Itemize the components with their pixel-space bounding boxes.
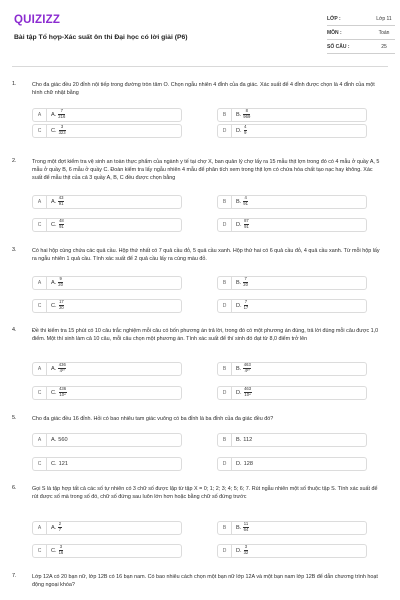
option-letter: B bbox=[218, 277, 232, 290]
option-label: D. bbox=[236, 303, 242, 309]
option-label: D. bbox=[236, 222, 242, 228]
fraction-denominator: 9 bbox=[244, 129, 247, 135]
option-label: C. bbox=[51, 548, 57, 554]
fraction-denominator: 91 bbox=[244, 223, 249, 229]
answer-option-b[interactable] bbox=[217, 108, 367, 122]
answer-option-a[interactable] bbox=[32, 195, 182, 209]
answer-option-b[interactable] bbox=[217, 521, 367, 535]
fraction-denominator: 32 bbox=[243, 549, 249, 555]
meta-label: MÔN : bbox=[327, 30, 342, 36]
option-letter: D bbox=[218, 387, 232, 400]
fraction bbox=[58, 522, 61, 532]
option-label: A. bbox=[51, 112, 57, 118]
fraction-denominator: 10⁴ bbox=[244, 391, 251, 397]
option-letter: D bbox=[218, 219, 232, 232]
fraction-denominator: 91 bbox=[59, 223, 64, 229]
option-number: 112 bbox=[243, 437, 253, 443]
fraction bbox=[243, 196, 248, 206]
answer-option-d[interactable] bbox=[217, 457, 367, 471]
option-value bbox=[51, 363, 66, 376]
option-value bbox=[51, 277, 63, 290]
option-label: A. bbox=[51, 437, 57, 443]
answer-option-d[interactable] bbox=[217, 124, 367, 138]
fraction-denominator: 10⁴ bbox=[59, 391, 66, 397]
question-number: 6. bbox=[12, 485, 17, 491]
option-number: 128 bbox=[243, 461, 253, 467]
fraction-numerator: 3 bbox=[244, 543, 248, 549]
option-label: C. bbox=[51, 390, 57, 396]
answer-option-b[interactable] bbox=[217, 195, 367, 209]
meta-label: LỚP : bbox=[327, 16, 341, 22]
fraction bbox=[243, 363, 251, 373]
option-label: A. bbox=[51, 280, 57, 286]
fraction-numerator: 11 bbox=[243, 520, 249, 526]
option-label: A. bbox=[51, 525, 57, 531]
option-value bbox=[51, 522, 62, 535]
option-value bbox=[236, 125, 247, 138]
option-letter: C bbox=[33, 300, 47, 313]
option-letter: D bbox=[218, 300, 232, 313]
option-label: A. bbox=[51, 199, 57, 205]
answer-option-b[interactable] bbox=[217, 433, 367, 447]
fraction bbox=[58, 277, 63, 287]
option-letter: D bbox=[218, 545, 232, 558]
option-label: D. bbox=[236, 461, 242, 467]
option-value bbox=[51, 458, 68, 471]
option-letter: B bbox=[218, 363, 232, 376]
option-label: B. bbox=[236, 525, 242, 531]
fraction bbox=[59, 125, 66, 135]
option-value bbox=[51, 125, 66, 138]
meta-label: SỐ CÂU : bbox=[327, 44, 350, 50]
option-value bbox=[51, 109, 65, 122]
option-label: C. bbox=[51, 303, 57, 309]
option-letter: B bbox=[218, 109, 232, 122]
fraction bbox=[59, 300, 65, 310]
fraction bbox=[243, 277, 248, 287]
option-number: 121 bbox=[58, 461, 68, 467]
option-letter: C bbox=[33, 219, 47, 232]
fraction-numerator: 3 bbox=[59, 125, 66, 131]
fraction-numerator: 9 bbox=[59, 275, 62, 281]
answer-option-a[interactable] bbox=[32, 108, 182, 122]
fraction bbox=[244, 300, 249, 310]
option-value bbox=[236, 458, 253, 471]
option-value bbox=[51, 196, 64, 209]
fraction bbox=[243, 522, 248, 532]
option-label: A. bbox=[51, 366, 57, 372]
option-label: B. bbox=[236, 112, 242, 118]
fraction-numerator: 3 bbox=[59, 543, 63, 549]
question-number: 2. bbox=[12, 158, 17, 164]
option-letter: C bbox=[33, 387, 47, 400]
answer-option-c[interactable] bbox=[32, 299, 182, 313]
question-number: 7. bbox=[12, 573, 17, 579]
option-letter: B bbox=[218, 196, 232, 209]
question-number: 1. bbox=[12, 81, 17, 87]
option-label: B. bbox=[236, 199, 242, 205]
fraction-numerator: 87 bbox=[244, 217, 249, 223]
meta-underline bbox=[327, 53, 395, 54]
option-label: B. bbox=[236, 437, 242, 443]
fraction bbox=[244, 387, 252, 397]
option-letter: C bbox=[33, 125, 47, 138]
fraction-numerator: 43 bbox=[58, 194, 64, 200]
question-number: 4. bbox=[12, 327, 17, 333]
fraction-denominator: 91 bbox=[243, 200, 248, 206]
fraction-denominator: 17 bbox=[243, 304, 249, 310]
fraction bbox=[58, 109, 65, 119]
question-text: Gọi S là tập hợp tất cả các số tự nhiên có 3 chữ số được lập từ tập X = 0; 1; 2; 3; 4; 5; 6; 7. Rút ngẫu nhiên một số thuộc tập S. Tính xác suất để rút được số mà trong số đó, chữ số đứng sau luôn lớn hơn hoặc bằng chữ số đứng trước bbox=[32, 486, 378, 500]
option-value bbox=[236, 196, 248, 209]
meta-value: Toán bbox=[378, 30, 390, 36]
fraction-numerator: 463 bbox=[243, 361, 251, 367]
answer-option-b[interactable] bbox=[217, 276, 367, 290]
fraction-denominator: 216 bbox=[58, 113, 66, 119]
option-letter: A bbox=[33, 109, 47, 122]
option-label: B. bbox=[236, 366, 242, 372]
fraction-numerator: 2 bbox=[58, 520, 62, 526]
option-letter: A bbox=[33, 522, 47, 535]
fraction bbox=[244, 545, 249, 555]
option-label: D. bbox=[236, 548, 242, 554]
fraction-numerator: 7 bbox=[244, 298, 248, 304]
question-text: Trong một đợt kiểm tra vệ sinh an toàn thực phẩm của ngành y tế tại chợ X, ban quản lý chợ lấy ra 15 mẫu thịt lợn trong đó có 4 mẫu ở quầy A, 5 mẫu ở quầy B, 6 mẫu ở quầy C. Đoàn kiểm tra lấy ngẫu nhiên 4 mẫu để phân tích xem trong thịt lợn có chứa hóa chất tạo nạc hay không. Xác suất để mẫu thịt của cả 3 quầy A, B, C đều được chọn bằng bbox=[32, 159, 380, 181]
fraction-denominator: 4¹⁰ bbox=[244, 367, 250, 373]
option-value bbox=[51, 434, 68, 447]
fraction bbox=[59, 219, 65, 229]
answer-option-c[interactable] bbox=[32, 457, 182, 471]
answer-option-a[interactable] bbox=[32, 362, 182, 376]
worksheet-header bbox=[12, 12, 392, 60]
option-letter: B bbox=[218, 434, 232, 447]
fraction-numerator: 436 bbox=[59, 385, 67, 391]
worksheet-title: Bài tập Tổ hợp-Xác suất ôn thi Đại học có lời giải (P6) bbox=[14, 34, 188, 41]
option-value bbox=[51, 545, 63, 558]
fraction bbox=[243, 109, 250, 119]
answer-option-c[interactable] bbox=[32, 544, 182, 558]
option-value bbox=[236, 300, 248, 313]
fraction-denominator: 7 bbox=[58, 526, 62, 532]
answer-option-d[interactable] bbox=[217, 386, 367, 400]
fraction bbox=[59, 545, 64, 555]
option-letter: D bbox=[218, 458, 232, 471]
fraction-denominator: 969 bbox=[243, 113, 251, 119]
option-letter: B bbox=[218, 522, 232, 535]
option-label: C. bbox=[51, 222, 57, 228]
question-number: 3. bbox=[12, 247, 17, 253]
question-text: Cho đa giác đều 16 đỉnh. Hỏi có bao nhiêu tam giác vuông có ba đỉnh là ba đỉnh của đa giác đều đó? bbox=[32, 416, 274, 422]
option-value bbox=[236, 109, 250, 122]
fraction-numerator: 7 bbox=[58, 109, 65, 115]
fraction-denominator: 20 bbox=[59, 304, 64, 310]
option-letter: C bbox=[33, 545, 47, 558]
fraction-numerator: 7 bbox=[244, 275, 247, 281]
fraction-denominator: 16 bbox=[58, 549, 64, 555]
question-text: Có hai hộp cùng chứa các quả cầu. Hộp thứ nhất có 7 quả cầu đỏ, 5 quả cầu xanh. Hộp thứ hai có 6 quả cầu đỏ, 4 quả cầu xanh. Từ mỗi hộp lấy ra ngẫu nhiên 1 quả cầu. Tính xác suất để 2 quả cầu lấy ra cùng màu đỏ. bbox=[32, 248, 380, 262]
question-text: Đề thi kiểm tra 15 phút có 10 câu trắc nghiệm mỗi câu có bốn phương án trả lời, trong đó có một phương án đúng, trả lời đúng mỗi câu được 1,0 điểm. Một thí sinh làm cả 10 câu, mỗi câu chọn một phương án. Tính xác suất để thí sinh đó đạt từ 8,0 điểm trở lên bbox=[32, 328, 379, 342]
fraction bbox=[244, 219, 250, 229]
fraction-numerator: 436 bbox=[58, 361, 66, 367]
meta-underline bbox=[327, 39, 395, 40]
fraction-denominator: 4¹⁰ bbox=[59, 367, 65, 373]
option-value bbox=[236, 434, 252, 447]
option-value bbox=[236, 545, 248, 558]
fraction bbox=[244, 125, 247, 135]
answer-option-c[interactable] bbox=[32, 124, 182, 138]
fraction-numerator: 463 bbox=[244, 385, 252, 391]
fraction-denominator: 323 bbox=[58, 129, 66, 135]
option-value bbox=[236, 277, 248, 290]
fraction bbox=[58, 196, 64, 206]
fraction-numerator: 8 bbox=[243, 109, 250, 115]
option-number: 560 bbox=[58, 437, 68, 443]
fraction-denominator: 91 bbox=[58, 200, 64, 206]
question-text: Lớp 12A có 20 bạn nữ, lớp 12B có 16 bạn nam. Có bao nhiêu cách chọn một bạn nữ lớp 12A và một bạn nam lớp 12B để dẫn chương trình hoạt động ngoại khóa? bbox=[32, 574, 378, 588]
option-label: B. bbox=[236, 280, 242, 286]
option-value bbox=[236, 522, 249, 535]
fraction-numerator: 4 bbox=[244, 194, 247, 200]
question-number: 5. bbox=[12, 415, 17, 421]
option-letter: A bbox=[33, 196, 47, 209]
option-letter: A bbox=[33, 277, 47, 290]
option-letter: A bbox=[33, 363, 47, 376]
answer-option-a[interactable] bbox=[32, 521, 182, 535]
answer-option-a[interactable] bbox=[32, 276, 182, 290]
quizizz-logo: QUIZIZZ bbox=[14, 14, 61, 26]
fraction-numerator: 48 bbox=[59, 217, 64, 223]
header-divider bbox=[12, 66, 388, 67]
fraction bbox=[59, 387, 67, 397]
fraction-denominator: 20 bbox=[243, 281, 248, 287]
option-label: C. bbox=[51, 128, 57, 134]
meta-underline bbox=[327, 25, 395, 26]
answer-option-a[interactable] bbox=[32, 433, 182, 447]
option-value bbox=[51, 219, 64, 232]
fraction-numerator: 17 bbox=[59, 298, 64, 304]
answer-option-b[interactable] bbox=[217, 362, 367, 376]
answer-option-d[interactable] bbox=[217, 299, 367, 313]
option-letter: A bbox=[33, 434, 47, 447]
option-letter: D bbox=[218, 125, 232, 138]
option-value bbox=[236, 363, 251, 376]
fraction bbox=[58, 363, 66, 373]
question-text: Cho đa giác đều 20 đỉnh nội tiếp trong đường tròn tâm O. Chọn ngẫu nhiên 4 đỉnh của đa giác. Xác suất để 4 đỉnh được chọn là 4 đỉnh của một hình chữ nhật bằng bbox=[32, 82, 375, 96]
option-letter: C bbox=[33, 458, 47, 471]
answer-option-c[interactable] bbox=[32, 218, 182, 232]
option-label: C. bbox=[51, 461, 57, 467]
fraction-numerator: 4 bbox=[244, 123, 247, 129]
answer-option-d[interactable] bbox=[217, 544, 367, 558]
answer-option-d[interactable] bbox=[217, 218, 367, 232]
option-value bbox=[236, 387, 252, 400]
meta-value: 25 bbox=[381, 44, 387, 50]
option-label: D. bbox=[236, 128, 242, 134]
option-value bbox=[236, 219, 249, 232]
option-label: D. bbox=[236, 390, 242, 396]
fraction-denominator: 64 bbox=[243, 526, 249, 532]
fraction-denominator: 20 bbox=[58, 281, 63, 287]
meta-value: Lớp 11 bbox=[376, 16, 392, 22]
option-value bbox=[51, 387, 67, 400]
option-value bbox=[51, 300, 64, 313]
answer-option-c[interactable] bbox=[32, 386, 182, 400]
